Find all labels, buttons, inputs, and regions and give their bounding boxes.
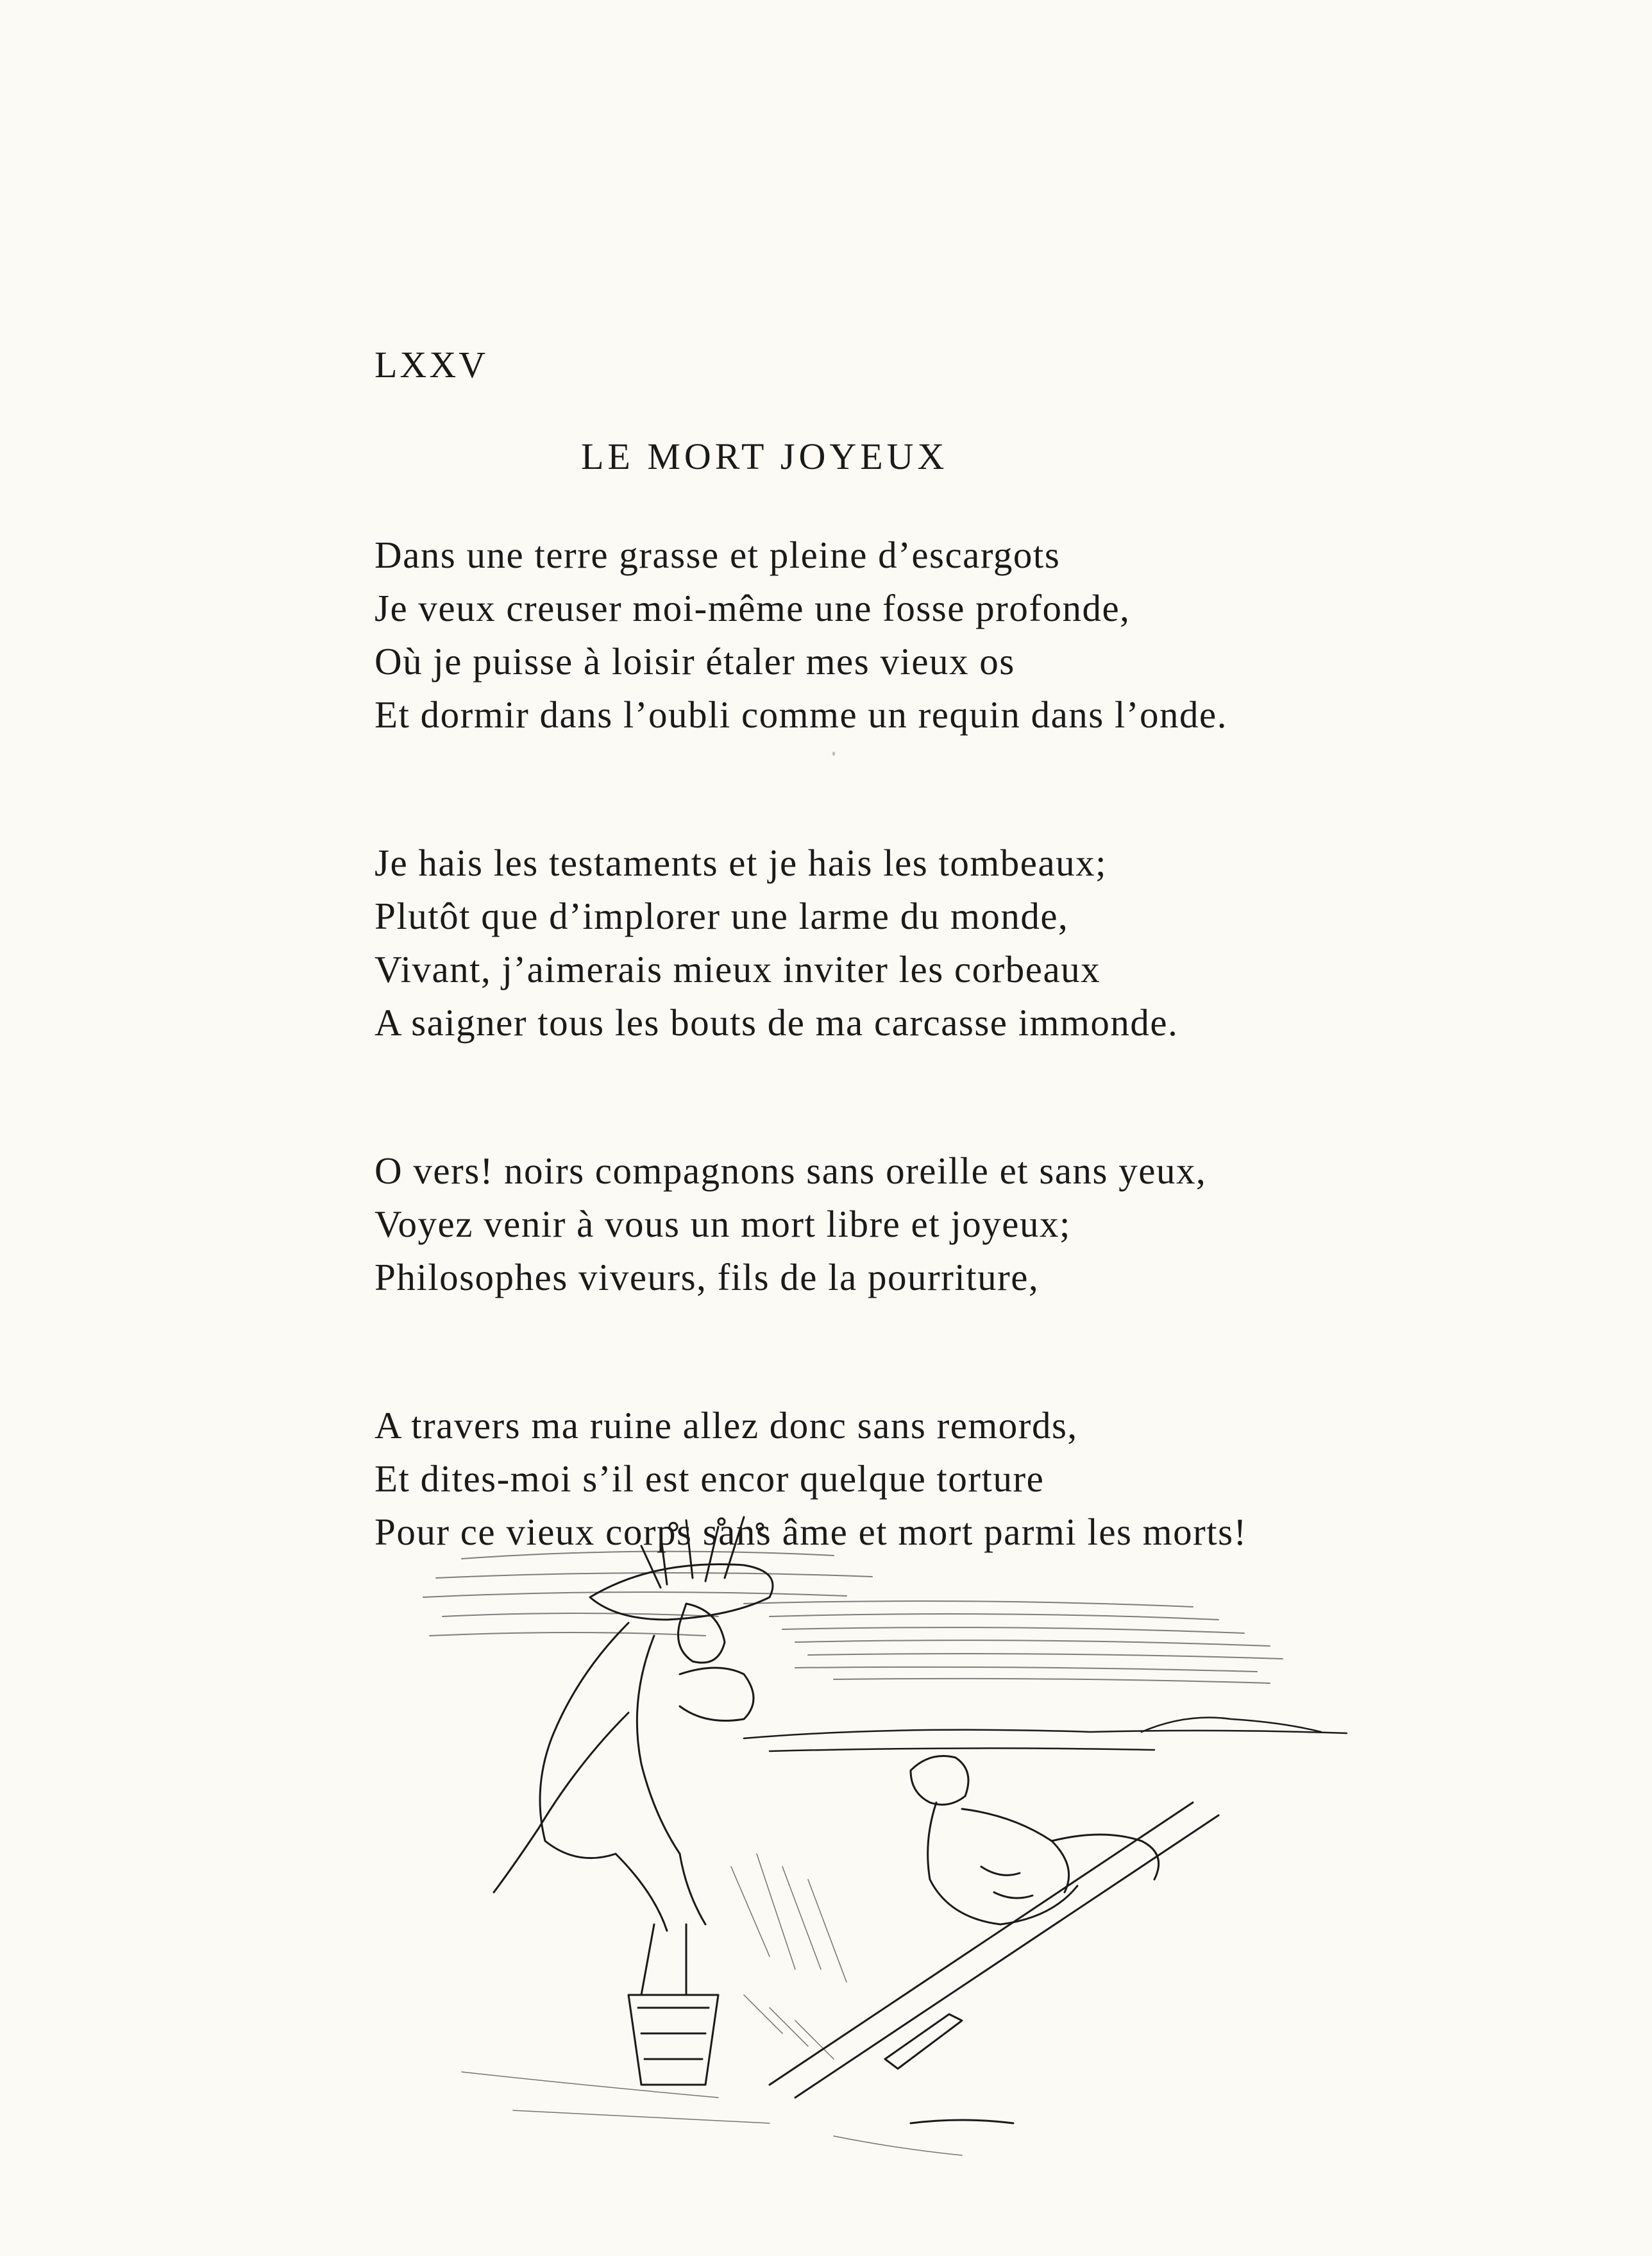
verse-line: Vivant, j’aimerais mieux inviter les corbeaux [375,948,1101,990]
stanza-2 [375,836,1426,1049]
sky-hatching [423,1552,1283,1683]
engraving-drawing [385,1507,1437,2187]
verse-line: Et dites-moi s’il est encor quelque torture [375,1457,1045,1500]
stanza-1 [375,529,1426,742]
poem-title: LE MORT JOYEUX [581,436,948,477]
grave-edge [770,1802,1218,2123]
paper-speck [832,752,835,756]
verse-line: Je veux creuser moi-même une fosse profonde, [375,587,1131,629]
stanza-3 [375,1144,1426,1304]
verse-line: Pour ce vieux corps sans âme et mort parmi les morts! [375,1511,1247,1553]
verse-line: Plutôt que d’implorer une larme du monde, [375,895,1069,937]
poem-number: LXXV [375,344,489,386]
verse-line: Voyez venir à vous un mort libre et joyeux; [375,1203,1071,1245]
skeleton-figure [494,1517,773,2085]
engraving-illustration [385,1507,1437,2187]
verse-line: Philosophes viveurs, fils de la pourriture, [375,1256,1040,1298]
verse-line: A saigner tous les bouts de ma carcasse immonde. [375,1001,1179,1044]
verse-line: Je hais les testaments et je hais les tombeaux; [375,842,1108,884]
man-in-grave [911,1756,1159,1925]
verse-line: A travers ma ruine allez donc sans remords, [375,1404,1078,1446]
verse-line: Et dormir dans l’oubli comme un requin dans l’onde. [375,693,1227,736]
verse-line: Dans une terre grasse et pleine d’escargots [375,534,1061,576]
verse-line: O vers! noirs compagnons sans oreille et sans yeux, [375,1149,1207,1192]
horizon-lines [744,1718,1347,1752]
poem-body [375,529,1426,1654]
verse-line: Où je puisse à loisir étaler mes vieux os [375,640,1015,683]
earth-texture [462,1854,962,2155]
